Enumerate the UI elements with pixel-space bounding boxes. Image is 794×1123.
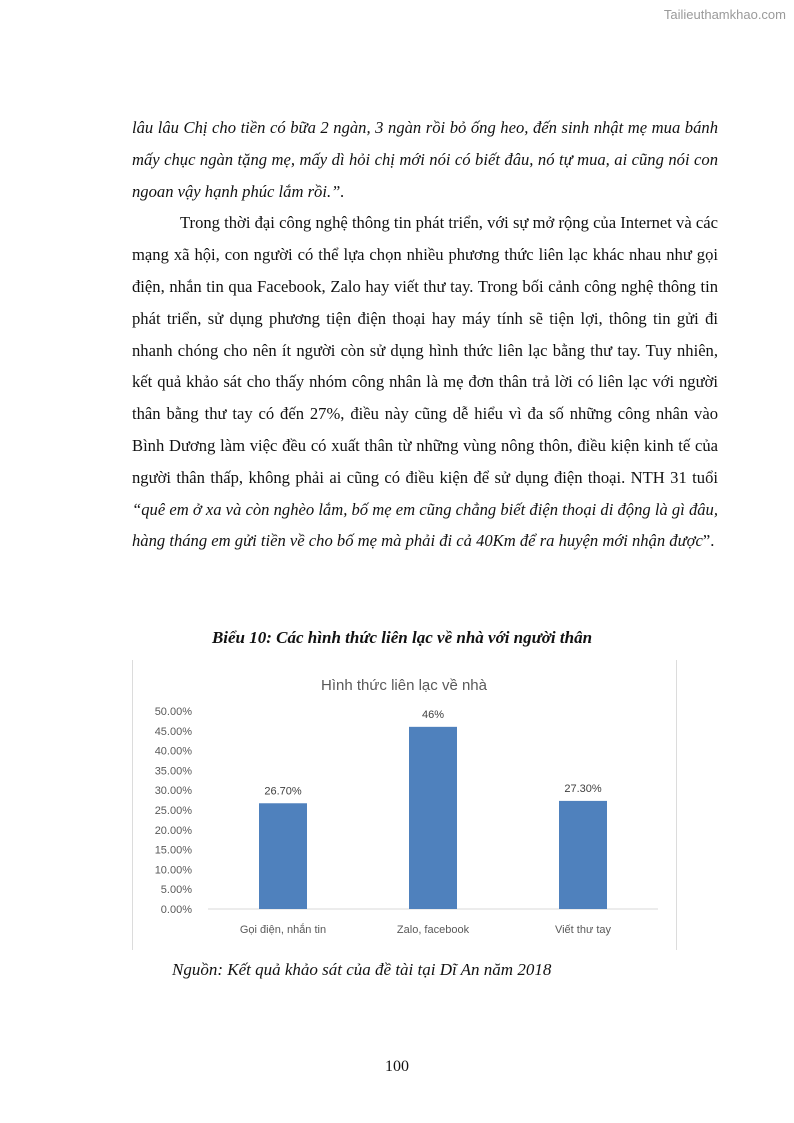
paragraph-text: Trong thời đại công nghệ thông tin phát triển, với sự mở rộng của Internet và các mạng xã hội, con người có thể lựa chọn nhiều phương thức liên lạc khác nhau như gọi điện, nhắn tin qua Facebook, Zalo hay viết thư tay. Trong bối cảnh công nghệ thông tin phát triển, sử dụng phương tiện điện thoại hay máy tính sẽ tiện lợi, thông tin gửi đi nhanh chóng cho nên ít người còn sử dụng hình thức liên lạc bằng thư tay. Tuy nhiên, kết quả khảo sát cho thấy nhóm công nhân là mẹ đơn thân trả lời có liên lạc với người thân bằng thư tay có đến 27%, điều này cũng dễ hiểu vì đa số những công nhân vào Bình Dương làm việc đều có xuất thân từ những vùng nông thôn, điều kiện kinh tế của người thân thấp, không phải ai cũng có điều kiện để sử dụng điện thoại. NTH 31 tuổi xyxy=(132,213,718,487)
bar xyxy=(409,727,457,909)
main-paragraph xyxy=(132,207,718,557)
watermark: Tailieuthamkhao.com xyxy=(663,7,786,22)
interview-quote: “quê em ở xa và còn nghèo lắm, bố mẹ em cũng chẳng biết điện thoại di động là gì đâu, hàng tháng em gửi tiền về cho bố mẹ mà phải đi cả 40Km để ra huyện mới nhận được xyxy=(132,499,718,551)
chart-title: Hình thức liên lạc về nhà xyxy=(321,677,487,694)
chart-svg xyxy=(133,660,676,950)
y-tick-label: 50.00% xyxy=(154,706,192,718)
x-tick-label: Viết thư tay xyxy=(554,924,612,936)
figure-source: Nguồn: Kết quả khảo sát của đề tài tại Dĩ An năm 2018 xyxy=(172,960,552,979)
y-tick-label: 40.00% xyxy=(154,745,192,758)
y-tick-label: 10.00% xyxy=(154,864,192,877)
body-text xyxy=(132,112,718,557)
data-label: 46% xyxy=(421,708,445,721)
data-label: 27.30% xyxy=(564,782,602,795)
page-number: 100 xyxy=(385,1058,409,1075)
x-tick-label: Gọi điện, nhắn tin xyxy=(239,924,327,936)
y-tick-label: 25.00% xyxy=(154,805,192,817)
y-tick-label: 5.00% xyxy=(160,884,192,897)
y-tick-label: 30.00% xyxy=(154,785,192,798)
y-tick-label: 45.00% xyxy=(154,725,192,738)
data-label: 26.70% xyxy=(264,785,302,798)
bar xyxy=(259,803,307,909)
bar xyxy=(559,801,607,909)
y-tick-label: 0.00% xyxy=(160,904,192,916)
quote-continuation: lâu lâu Chị cho tiền có bữa 2 ngàn, 3 ngàn rồi bỏ ống heo, đến sinh nhật mẹ mua bánh mấy chục ngàn tặng mẹ, mấy dì hỏi chị mới nói có biết đâu, nó tự mua, ai cũng nói con ngoan vậy hạnh phúc lắm rồi.”. xyxy=(132,118,718,201)
y-tick-label: 20.00% xyxy=(154,824,192,837)
x-tick-label: Zalo, facebook xyxy=(396,924,470,936)
y-tick-label: 35.00% xyxy=(154,765,192,778)
figure-title: Biểu 10: Các hình thức liên lạc về nhà với người thân xyxy=(211,628,593,647)
quote-closing: ”. xyxy=(702,531,715,551)
y-tick-label: 15.00% xyxy=(154,844,192,857)
bar-chart xyxy=(132,660,677,950)
